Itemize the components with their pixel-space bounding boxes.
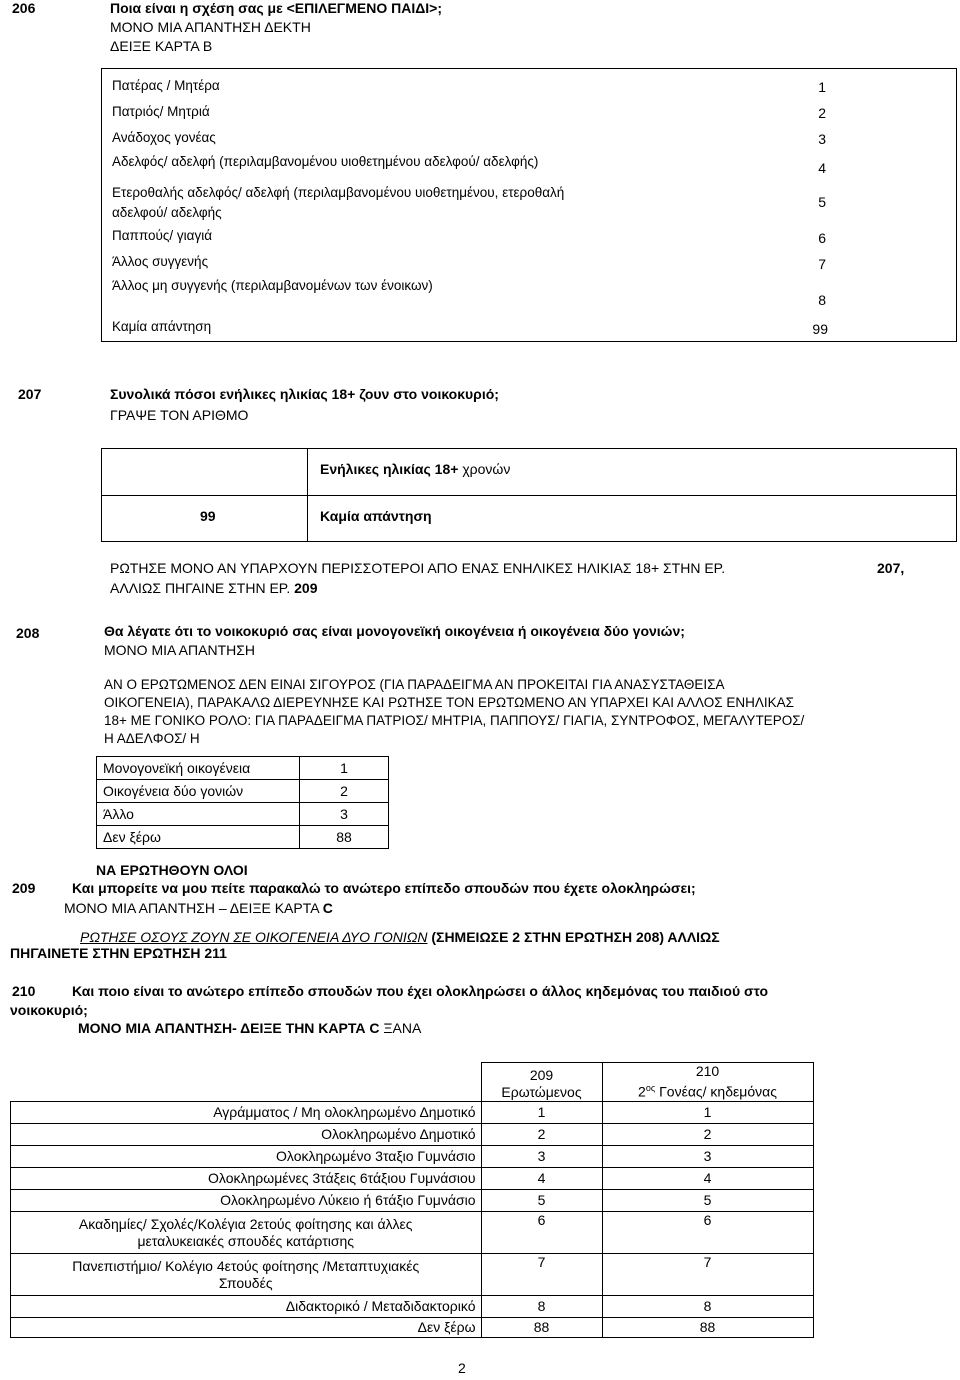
q209-routing-line2: ΠΗΓΑΙΝΕΤΕ ΣΤΗΝ ΕΡΩΤΗΣΗ 211 xyxy=(10,945,227,961)
edu-code-209: 2 xyxy=(481,1124,602,1146)
q206-option-code: 3 xyxy=(818,131,826,147)
q207-routing-line1: ΡΩΤΗΣΕ ΜΟΝΟ ΑΝ ΥΠΑΡΧΟΥΝ ΠΕΡΙΣΣΟΤΕΡΟΙ ΑΠΟ ΕΝΑΣ ΕΝΗΛΙΚΕΣ ΗΛΙΚΙΑΣ 18+ ΣΤΗΝ ΕΡ. xyxy=(110,560,726,576)
q209-number: 209 xyxy=(12,880,36,896)
q208-interviewer-note xyxy=(104,676,804,748)
q209-routing-italic: ΡΩΤΗΣΕ ΟΣΟΥΣ ΖΟΥΝ ΣΕ ΟΙΚΟΓΕΝΕΙΑ ΔΥΟ ΓΟΝΙΩΝ xyxy=(80,929,428,945)
table-row[interactable] xyxy=(11,1168,814,1190)
q210-number: 210 xyxy=(12,983,36,999)
page-number: 2 xyxy=(458,1360,466,1376)
q207-question: Συνολικά πόσοι ενήλικες ηλικίας 18+ ζουν στο νοικοκυριό; xyxy=(110,386,499,402)
q208-option-code: 88 xyxy=(300,826,389,849)
q206-option-label-cont: αδελφού/ αδελφής xyxy=(112,205,222,220)
edu-level-label-line: Πανεπιστήμιο/ Κολέγιο 4ετούς φοίτησης /Μεταπτυχιακές xyxy=(72,1257,420,1274)
edu-level-label xyxy=(11,1254,482,1296)
q207-instruction: ΓΡΑΨΕ ΤΟΝ ΑΡΙΘΜΟ xyxy=(110,407,249,423)
table-row[interactable] xyxy=(11,1296,814,1318)
table-row[interactable] xyxy=(11,1102,814,1124)
table-row[interactable] xyxy=(11,1318,814,1338)
q206-option-code: 4 xyxy=(818,160,826,176)
table-row[interactable] xyxy=(11,1146,814,1168)
q210-instruction: ΜΟΝΟ ΜΙΑ ΑΠΑΝΤΗΣΗ- ΔΕΙΞΕ ΤΗΝ ΚΑΡΤΑ C ΞΑΝΑ xyxy=(78,1020,422,1036)
q208-note-line: ΑΝ Ο ΕΡΩΤΩΜΕΝΟΣ ΔΕΝ ΕΙΝΑΙ ΣΙΓΟΥΡΟΣ (ΓΙΑ ΠΑΡΑΔΕΙΓΜΑ ΑΝ ΠΡΟΚΕΙΤΑΙ ΓΙΑ ΑΝΑΣΥΣΤΑΘΕΙΣΑ xyxy=(104,677,725,692)
edu-code-209: 4 xyxy=(481,1168,602,1190)
col-header-210-sup: ος xyxy=(645,1083,656,1094)
q208-option-label: Μονογονεϊκή οικογένεια xyxy=(97,757,300,780)
edu-code-210: 2 xyxy=(602,1124,813,1146)
q210-question: Και ποιο είναι το ανώτερο επίπεδο σπουδών που έχει ολοκληρώσει ο άλλος κηδεμόνας του παιδιού στο xyxy=(72,983,769,999)
edu-level-label: Δεν ξέρω xyxy=(11,1318,482,1338)
col-header-209-num: 209 xyxy=(529,1067,554,1083)
q206-instruction: ΜΟΝΟ ΜΙΑ ΑΠΑΝΤΗΣΗ ΔΕΚΤΗ xyxy=(110,19,311,35)
q206-option-label: Αδελφός/ αδελφή (περιλαμβανομένου υιοθετημένου αδελφού/ αδελφής) xyxy=(112,154,539,169)
col-header-210-prefix: 2 xyxy=(638,1084,646,1100)
q210-instruction-tail: ΞΑΝΑ xyxy=(383,1020,422,1036)
q208-option-label: Άλλο xyxy=(97,803,300,826)
edu-level-label-line: Σπουδές xyxy=(218,1274,273,1291)
edu-code-210: 88 xyxy=(602,1318,813,1338)
table-row[interactable] xyxy=(11,1124,814,1146)
q206-number: 206 xyxy=(12,0,36,16)
q208-question: Θα λέγατε ότι το νοικοκυριό σας είναι μονογονεϊκή οικογένεια ή οικογένεια δύο γονιών; xyxy=(104,623,685,639)
q208-note-line: ΟΙΚΟΓΕΝΕΙΑ), ΠΑΡΑΚΑΛΩ ΔΙΕΡΕΥΝΗΣΕ ΚΑΙ ΡΩΤΗΣΕ ΤΟΝ ΕΡΩΤΩΜΕΝΟ ΑΝ ΥΠΑΡΧΕΙ ΚΑΙ ΑΛΛΟΣ ΕΝΗΛΙΚΑΣ xyxy=(104,695,794,710)
q209-question: Και μπορείτε να μου πείτε παρακαλώ το ανώτερο επίπεδο σπουδών που έχετε ολοκληρώσει; xyxy=(72,880,696,896)
col-header-210 xyxy=(602,1063,813,1102)
edu-level-label: Ολοκληρωμένες 3τάξεις 6τάξιου Γυμνάσιου xyxy=(11,1168,482,1190)
table-row[interactable] xyxy=(97,803,389,826)
table-row[interactable] xyxy=(97,826,389,849)
edu-level-label-line: μεταλυκειακές σπουδές κατάρτισης xyxy=(137,1232,355,1249)
q208-note-line: Η ΑΔΕΛΦΟΣ/ Η xyxy=(104,731,200,746)
edu-code-209: 7 xyxy=(481,1254,602,1296)
edu-code-210: 5 xyxy=(602,1190,813,1212)
q207-count-field[interactable] xyxy=(320,461,510,477)
q209-card: C xyxy=(322,900,333,916)
q207-divider-vertical xyxy=(307,449,308,541)
q208-option-code: 3 xyxy=(300,803,389,826)
edu-level-label: Αγράμματος / Μη ολοκληρωμένο Δημοτικό xyxy=(11,1102,482,1124)
edu-code-209: 8 xyxy=(481,1296,602,1318)
edu-code-210: 4 xyxy=(602,1168,813,1190)
table-row[interactable] xyxy=(11,1190,814,1212)
edu-code-209: 5 xyxy=(481,1190,602,1212)
edu-code-209: 3 xyxy=(481,1146,602,1168)
q207-divider xyxy=(102,495,956,496)
q207-routing-ref2: 209 xyxy=(294,580,318,596)
q208-option-code: 2 xyxy=(300,780,389,803)
q206-option-label: Πατριός/ Μητριά xyxy=(112,104,210,119)
q208-option-label: Οικογένεια δύο γονιών xyxy=(97,780,300,803)
q206-question: Ποια είναι η σχέση σας με <ΕΠΙΛΕΓΜΕΝΟ ΠΑΙΔΙ>; xyxy=(110,0,443,16)
q207-na-label: Καμία απάντηση xyxy=(320,508,432,524)
q208-number: 208 xyxy=(16,625,40,641)
col-header-209-label: Ερωτώμενος xyxy=(501,1084,582,1100)
q207-field-unit: χρονών xyxy=(462,461,511,477)
q208-options-table xyxy=(96,756,389,849)
col-header-210-num: 210 xyxy=(695,1063,720,1080)
q206-option-code: 5 xyxy=(818,194,826,210)
q208-instruction: ΜΟΝΟ ΜΙΑ ΑΠΑΝΤΗΣΗ xyxy=(104,642,255,658)
edu-code-210: 6 xyxy=(602,1212,813,1254)
q207-field-label: Ενήλικες ηλικίας 18+ xyxy=(320,461,459,477)
edu-code-210: 3 xyxy=(602,1146,813,1168)
edu-level-label-line: Ακαδημίες/ Σχολές/Κολέγια 2ετούς φοίτησης και άλλες xyxy=(78,1215,413,1232)
q206-option-code: 99 xyxy=(812,321,828,337)
table-corner xyxy=(11,1063,482,1102)
q206-option-label: Άλλος μη συγγενής (περιλαμβανομένων των ένοικων) xyxy=(112,278,433,293)
q208-option-label: Δεν ξέρω xyxy=(97,826,300,849)
q206-option-label: Ανάδοχος γονέας xyxy=(112,130,216,145)
q206-option-code: 1 xyxy=(818,79,826,95)
q209-heading: ΝΑ ΕΡΩΤΗΘΟΥΝ ΟΛΟΙ xyxy=(96,862,248,878)
col-header-209 xyxy=(481,1063,602,1102)
table-header-row xyxy=(11,1063,814,1102)
q206-option-label: Πατέρας / Μητέρα xyxy=(112,78,220,93)
q206-card-instruction: ΔΕΙΞΕ ΚΑΡΤΑ Β xyxy=(110,38,213,54)
edu-level-label xyxy=(11,1212,482,1254)
edu-level-label: Ολοκληρωμένο Λύκειο ή 6τάξιο Γυμνάσιο xyxy=(11,1190,482,1212)
q206-option-code: 2 xyxy=(818,105,826,121)
edu-code-210: 1 xyxy=(602,1102,813,1124)
q206-option-label: Καμία απάντηση xyxy=(112,319,212,334)
q206-option-label: Άλλος συγγενής xyxy=(112,254,209,269)
q207-na-code: 99 xyxy=(200,508,216,524)
q209-routing xyxy=(80,929,720,945)
q206-option-code: 8 xyxy=(818,292,826,308)
edu-code-209: 6 xyxy=(481,1212,602,1254)
q207-number: 207 xyxy=(18,386,42,402)
edu-code-210: 8 xyxy=(602,1296,813,1318)
q210-question-cont: νοικοκυριό; xyxy=(10,1002,88,1018)
col-header-210-label: Γονέας/ κηδεμόνας xyxy=(659,1084,777,1100)
q209-routing-bold: (ΣΗΜΕΙΩΣΕ 2 ΣΤΗΝ ΕΡΩΤΗΣΗ 208) ΑΛΛΙΩΣ xyxy=(431,929,720,945)
edu-level-label: Διδακτορικό / Μεταδιδακτορικό xyxy=(11,1296,482,1318)
q208-note-line: 18+ ΜΕ ΓΟΝΙΚΟ ΡΟΛΟ: ΓΙΑ ΠΑΡΑΔΕΙΓΜΑ ΠΑΤΡΙΟΣ/ ΜΗΤΡΙΑ, ΠΑΠΠΟΥΣ/ ΓΙΑΓΙΑ, ΣΥΝΤΡΟΦΟΣ, ΜΕΓΑΛΥΤΕΡΟΣ/ xyxy=(104,713,805,728)
q207-routing-line2: ΑΛΛΙΩΣ ΠΗΓΑΙΝΕ ΣΤΗΝ ΕΡ. 209 xyxy=(110,580,318,596)
q208-option-code: 1 xyxy=(300,757,389,780)
table-row[interactable] xyxy=(11,1212,814,1254)
q207-routing-ref1: 207, xyxy=(877,560,905,576)
col-header-210-label-wrap xyxy=(608,1080,808,1101)
q206-options-box xyxy=(101,68,957,342)
q209-instruction: ΜΟΝΟ ΜΙΑ ΑΠΑΝΤΗΣΗ – ΔΕΙΞΕ ΚΑΡΤΑ C xyxy=(64,900,333,916)
edu-code-209: 88 xyxy=(481,1318,602,1338)
q206-option-code: 7 xyxy=(818,256,826,272)
education-table xyxy=(10,1062,814,1338)
edu-code-209: 1 xyxy=(481,1102,602,1124)
q207-answer-box xyxy=(101,448,957,542)
q206-option-label: Ετεροθαλής αδελφός/ αδελφή (περιλαμβανομένου υιοθετημένου, ετεροθαλή xyxy=(112,185,565,200)
edu-code-210: 7 xyxy=(602,1254,813,1296)
table-row[interactable] xyxy=(97,757,389,780)
q206-option-code: 6 xyxy=(818,230,826,246)
table-row[interactable] xyxy=(11,1254,814,1296)
edu-level-label: Ολοκληρωμένο 3ταξιο Γυμνάσιο xyxy=(11,1146,482,1168)
q206-option-label: Παππούς/ γιαγιά xyxy=(112,228,212,243)
edu-level-label: Ολοκληρωμένο Δημοτικό xyxy=(11,1124,482,1146)
table-row[interactable] xyxy=(97,780,389,803)
